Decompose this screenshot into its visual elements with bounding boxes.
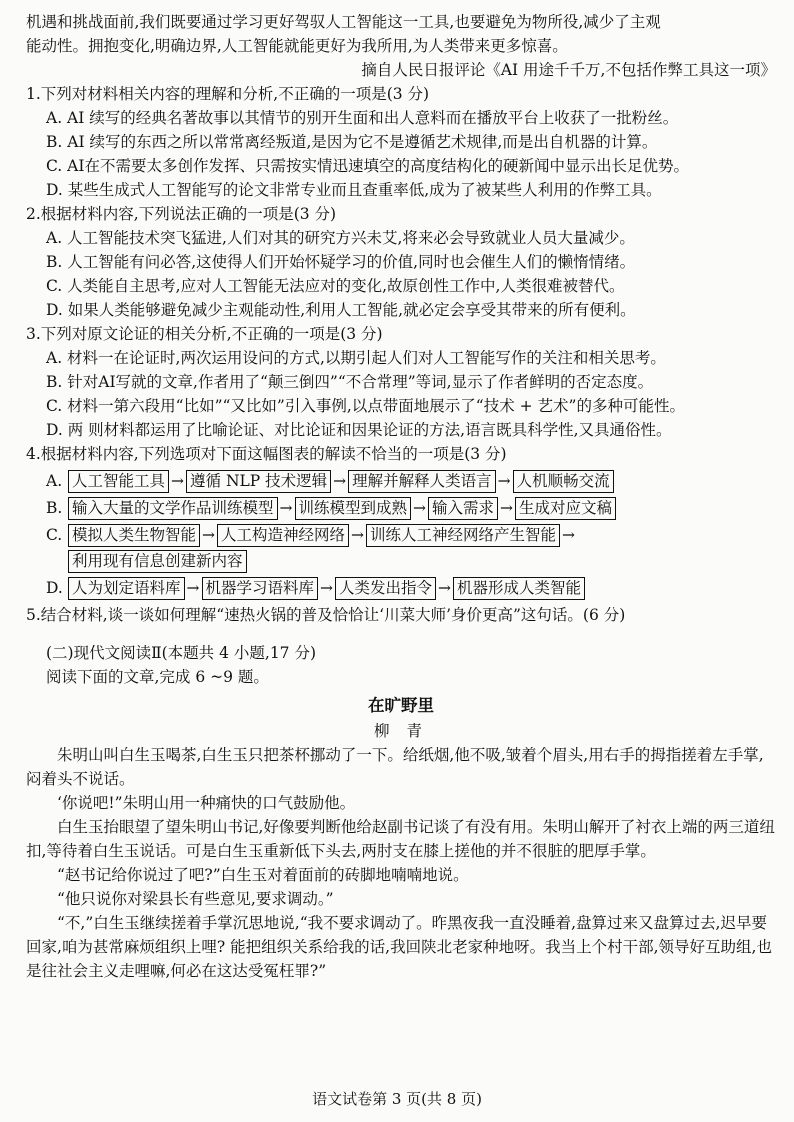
- flow-box: 训练人工神经网络产生智能: [366, 524, 560, 547]
- flow-box: 训练模型到成熟: [295, 497, 412, 520]
- flow-box: 人工智能工具: [68, 470, 169, 493]
- passage-tail-line-2: 能动性。拥抱变化,明确边界,人工智能就能更好为我所用,为人类带来更多惊喜。: [26, 37, 568, 56]
- option-label: D.: [46, 579, 63, 598]
- option-a: A. 材料一在论证时,两次运用设问的方式,以期引起人们对人工智能写作的关注和相关思考。: [46, 349, 666, 368]
- option-label: C.: [46, 526, 63, 545]
- article-paragraph: “他只说你对梁县长有些意见,要求调动。”: [57, 890, 334, 908]
- question-3: [26, 322, 776, 442]
- article-title: 在旷野里: [368, 696, 434, 716]
- flow-option-c-continued: [26, 550, 776, 573]
- question-stem: 2.根据材料内容,下列说法正确的一项是(3 分): [26, 205, 337, 224]
- article-paragraph: “赵书记给你说过了吧?”白生玉对着面前的砖脚地喃喃地说。: [57, 865, 469, 884]
- option-d: D. 如果人类能够避免减少主观能动性,利用人工智能,就必定会享受其带来的所有便利。: [46, 301, 636, 320]
- option-b: B. 人工智能有问必答,这使得人们开始怀疑学习的价值,同时也会催生人们的懒惰情绪。: [46, 253, 636, 272]
- flow-box: 理解并解释人类语言: [348, 470, 496, 493]
- option-label: B.: [46, 499, 63, 518]
- option-d: D. 两 则材料都运用了比喻论证、对比论证和因果论证的方法,语言既具科学性,又具通俗性。: [46, 421, 672, 440]
- flow-box: 机器形成人类智能: [453, 577, 585, 600]
- flow-box: 人机顺畅交流: [513, 470, 614, 493]
- arrow-icon: →: [186, 579, 200, 598]
- arrow-icon: →: [202, 526, 216, 545]
- question-stem: 1.下列对材料相关内容的理解和分析,不正确的一项是(3 分): [26, 85, 430, 104]
- flow-box: 模拟人类生物智能: [68, 524, 200, 547]
- section-instruction: 阅读下面的文章,完成 6 ~9 题。: [46, 668, 269, 687]
- question-5: 5.结合材料,谈一谈如何理解“速热火锅的普及恰恰让‘川菜大师’身价更高”这句话。(6 分): [26, 606, 626, 625]
- option-d: D. 某些生成式人工智能写的论文非常专业而且查重率低,成为了被某些人利用的作弊工具。: [46, 181, 662, 200]
- arrow-icon: →: [413, 499, 427, 518]
- flow-option-d: [26, 576, 776, 600]
- arrow-icon: →: [497, 472, 511, 491]
- article-body: [26, 743, 776, 983]
- option-c: C. AI在不需要太多创作发挥、只需按实情迅速填空的高度结构化的硬新闻中显示出长足优势。: [46, 157, 689, 176]
- section-heading: (二)现代文阅读Ⅱ(本题共 4 小题,17 分): [46, 644, 317, 663]
- flow-box: 人类发出指令: [335, 577, 436, 600]
- arrow-icon: →: [279, 499, 293, 518]
- article-paragraph: 白生玉抬眼望了望朱明山书记,好像要判断他给赵副书记谈了有没有用。朱明山解开了衬衣上端的两三道纽扣,等待着白生玉说话。可是白生玉重新低下头去,两肘支在膝上搓他的并不很脏的肥厚手掌。: [26, 817, 775, 860]
- passage-source: 摘自人民日报评论《AI 用途千千万,不包括作弊工具这一项》: [361, 61, 776, 80]
- flow-option-c: [26, 523, 776, 547]
- arrow-icon: →: [171, 472, 185, 491]
- flow-box: 机器学习语料库: [202, 577, 319, 600]
- arrow-icon: →: [438, 579, 452, 598]
- arrow-icon: →: [562, 526, 576, 545]
- exam-page: [26, 10, 776, 983]
- flow-box: 生成对应文稿: [515, 497, 616, 520]
- article-paragraph: “不,”白生玉继续搓着手掌沉思地说,“我不要求调动了。昨黑夜我一直没睡着,盘算过来又盘算过去,迟早要回家,咱为甚常麻烦组织上哩? 能把组织关系给我的话,我回陕北老家种地呀。我当上个村干部,领导好互助组,也是往社会主义走哩嘛,何必在这达受冤枉罪?”: [26, 914, 772, 981]
- flow-box: 利用现有信息创建新内容: [68, 550, 247, 573]
- flow-box: 人工构造神经网络: [217, 524, 349, 547]
- option-a: A. AI 续写的经典名著故事以其情节的别开生面和出人意料而在播放平台上收获了一批粉丝。: [46, 109, 679, 128]
- question-stem: 4.根据材料内容,下列选项对下面这幅图表的解读不恰当的一项是(3 分): [26, 445, 507, 464]
- option-label: A.: [46, 472, 63, 491]
- question-2: [26, 202, 776, 322]
- passage-tail-line-1: 机遇和挑战面前,我们既要通过学习更好驾驭人工智能这一工具,也要避免为物所役,减少了主观: [26, 13, 661, 31]
- option-b: B. AI 续写的东西之所以常常离经叛道,是因为它不是遵循艺术规律,而是出自机器的计算。: [46, 133, 658, 152]
- arrow-icon: →: [500, 499, 514, 518]
- question-4: [26, 442, 776, 600]
- flow-box: 输入大量的文学作品训练模型: [68, 497, 278, 520]
- option-b: B. 针对AI写就的文章,作者用了“颠三倒四”“不合常理”等词,显示了作者鲜明的否定态度。: [46, 373, 654, 392]
- question-1: [26, 82, 776, 202]
- flow-box: 人为划定语料库: [68, 577, 185, 600]
- arrow-icon: →: [320, 579, 334, 598]
- flow-option-b: [26, 496, 776, 520]
- arrow-icon: →: [351, 526, 365, 545]
- flow-box: 输入需求: [428, 497, 498, 520]
- page-footer: 语文试卷第 3 页(共 8 页): [312, 1090, 482, 1108]
- article-paragraph: ‘你说吧!”朱明山用一种痛快的口气鼓励他。: [57, 793, 356, 812]
- article-paragraph: 朱明山叫白生玉喝茶,白生玉只把茶杯挪动了一下。给纸烟,他不吸,皱着个眉头,用右手的拇指搓着左手掌,闷着头不说话。: [26, 745, 764, 788]
- article-author: 柳 青: [374, 721, 428, 740]
- option-c: C. 人类能自主思考,应对人工智能无法应对的变化,故原创性工作中,人类很难被替代。: [46, 277, 625, 296]
- flow-option-a: [26, 469, 776, 493]
- flow-box: 遵循 NLP 技术逻辑: [186, 470, 331, 493]
- option-a: A. 人工智能技术突飞猛进,人们对其的研究方兴未艾,将来必会导致就业人员大量减少。: [46, 229, 635, 248]
- option-c: C. 材料一第六段用“比如”“又比如”引入事例,以点带面地展示了“技术 + 艺术”的多种可能性。: [46, 397, 685, 416]
- arrow-icon: →: [333, 472, 347, 491]
- question-stem: 3.下列对原文论证的相关分析,不正确的一项是(3 分): [26, 325, 383, 344]
